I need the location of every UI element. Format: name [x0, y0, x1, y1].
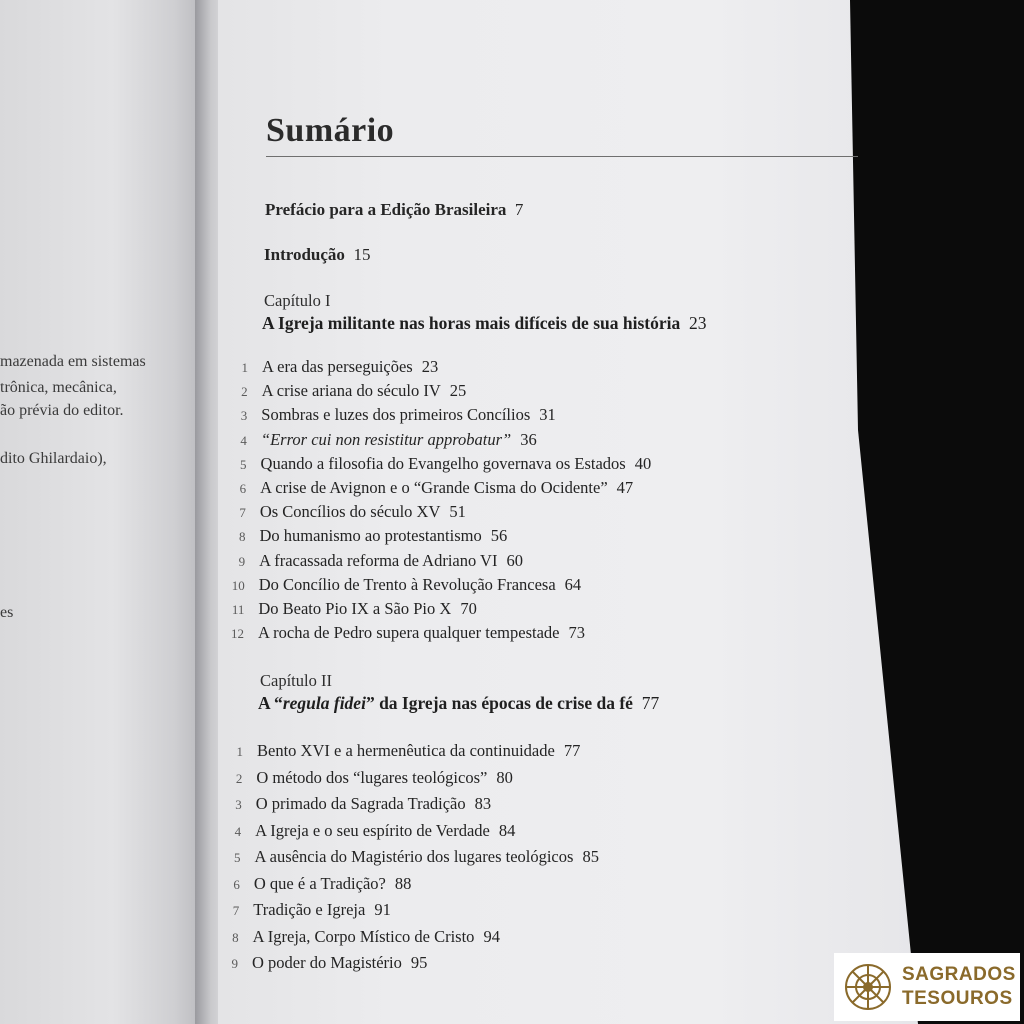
item-title: A crise ariana do século IV [261, 381, 441, 401]
item-title: A crise de Avignon e o “Grande Cisma do Ocidente” [260, 478, 608, 497]
chapter-title-prefix: A “ [258, 693, 283, 713]
item-number: 6 [239, 481, 247, 496]
chapter-title-italic: regula fidei [282, 693, 366, 713]
toc-item [214, 874, 411, 894]
item-page: 77 [563, 741, 581, 760]
item-title: O método dos “lugares teológicos” [256, 767, 488, 787]
item-number: 10 [231, 577, 245, 593]
item-title: A rocha de Pedro supera qualquer tempestade [258, 623, 560, 643]
chapter-title [262, 313, 706, 334]
item-title: Bento XVI e a hermenêutica da continuidade [257, 741, 555, 760]
item-number: 11 [231, 602, 245, 617]
chapter-title-suffix: ” da Igreja nas épocas de crise da fé [365, 693, 633, 713]
item-number: 8 [238, 529, 246, 545]
toc-item [220, 478, 633, 498]
left-page-fragment: trônica, mecânica, [0, 379, 117, 396]
entry-label: Introdução [264, 245, 345, 264]
chapter-page: 77 [641, 693, 660, 713]
entry-page: 15 [353, 245, 371, 264]
item-number: 8 [232, 929, 239, 945]
item-number: 7 [232, 903, 240, 918]
item-page: 94 [483, 926, 500, 946]
item-page: 83 [474, 794, 492, 813]
chapter-title [258, 693, 659, 714]
item-page: 80 [496, 767, 513, 787]
item-page: 23 [421, 357, 439, 376]
item-number: 4 [234, 823, 242, 839]
item-title: A Igreja, Corpo Místico de Cristo [252, 926, 475, 946]
entry-page: 7 [514, 200, 524, 219]
item-number: 3 [240, 408, 248, 424]
logo-line-1: SAGRADOS [902, 964, 1016, 985]
toc-item [213, 927, 500, 947]
item-page: 40 [634, 453, 652, 473]
ornament-icon [842, 961, 894, 1013]
item-title: Quando a filosofia do Evangelho governava os Estados [260, 453, 626, 473]
item-number: 9 [231, 956, 238, 971]
item-title: A Igreja e o seu espírito de Verdade [255, 820, 490, 840]
item-page: 70 [460, 599, 477, 618]
item-title: Do humanismo ao protestantismo [259, 526, 482, 546]
item-number: 7 [239, 505, 246, 521]
toc-item [219, 551, 523, 571]
item-title: Tradição e Igreja [253, 900, 366, 919]
item-title: “Error cui non resistitur approbatur” [260, 429, 512, 449]
item-page: 47 [616, 478, 634, 497]
toc-entry-introduction [264, 245, 370, 265]
chapter-title-text: A Igreja militante nas horas mais difíceis de sua história [262, 313, 681, 333]
toc-item [220, 502, 466, 522]
left-page-fragment: es [0, 604, 14, 621]
item-title: O primado da Sagrada Tradição [255, 794, 466, 813]
item-page: 31 [539, 405, 556, 425]
sagrados-tesouros-logo [834, 953, 1020, 1021]
item-page: 56 [490, 526, 508, 546]
item-page: 25 [449, 381, 467, 401]
toc-item [221, 430, 537, 450]
item-page: 84 [498, 820, 516, 840]
item-number: 9 [238, 553, 246, 569]
item-page: 60 [506, 550, 523, 570]
item-title: Os Concílios do século XV [259, 502, 441, 522]
toc-item [213, 900, 391, 920]
item-page: 36 [520, 429, 537, 449]
page-title: Sumário [266, 112, 395, 149]
item-title: A era das perseguições [262, 357, 413, 376]
item-number: 4 [240, 432, 247, 448]
item-page: 64 [564, 574, 582, 594]
toc-item [221, 405, 556, 425]
item-number: 2 [241, 384, 248, 400]
item-number: 12 [231, 626, 244, 642]
item-title: Do Beato Pio IX a São Pio X [258, 599, 452, 618]
entry-label: Prefácio para a Edição Brasileira [265, 200, 507, 219]
item-title: A ausência do Magistério dos lugares teológicos [254, 847, 574, 866]
item-number: 3 [235, 797, 242, 812]
title-rule [266, 156, 858, 157]
toc-item [215, 847, 599, 867]
toc-item [218, 599, 476, 619]
toc-item [222, 357, 438, 377]
toc-item [216, 794, 491, 814]
item-title: A fracassada reforma de Adriano VI [259, 550, 498, 570]
item-title: O poder do Magistério [252, 953, 402, 972]
item-number: 5 [240, 456, 247, 472]
item-number: 6 [233, 876, 240, 892]
item-number: 1 [236, 744, 243, 759]
toc-item [221, 454, 652, 474]
item-page: 73 [568, 623, 585, 643]
item-page: 91 [374, 900, 391, 919]
toc-item [217, 741, 580, 761]
item-title: O que é a Tradição? [253, 873, 386, 893]
toc-item [218, 623, 585, 643]
item-number: 5 [234, 850, 241, 865]
left-page-fragment: ão prévia do editor. [0, 402, 124, 419]
item-title: Do Concílio de Trento à Revolução Francesa [258, 574, 556, 594]
chapter-label: Capítulo I [264, 291, 331, 310]
toc-item [219, 575, 581, 595]
item-page: 88 [394, 873, 412, 893]
toc-item [212, 953, 427, 973]
left-facing-page [0, 0, 205, 1024]
item-title: Sombras e luzes dos primeiros Concílios [261, 405, 531, 425]
toc-item [219, 526, 507, 546]
toc-item [216, 768, 512, 788]
left-page-fragment: dito Ghilardaio), [0, 450, 107, 467]
item-number: 2 [235, 770, 243, 786]
item-page: 51 [449, 502, 466, 522]
chapter-label: Capítulo II [260, 671, 332, 690]
toc-entry-preface [265, 200, 523, 220]
item-number: 1 [241, 360, 248, 375]
item-page: 95 [410, 953, 428, 972]
chapter-page: 23 [688, 313, 707, 333]
toc-item [215, 821, 515, 841]
toc-item [222, 381, 467, 401]
item-page: 85 [582, 847, 599, 866]
logo-line-2: TESOUROS [902, 988, 1013, 1009]
left-page-fragment: mazenada em sistemas [0, 353, 146, 370]
